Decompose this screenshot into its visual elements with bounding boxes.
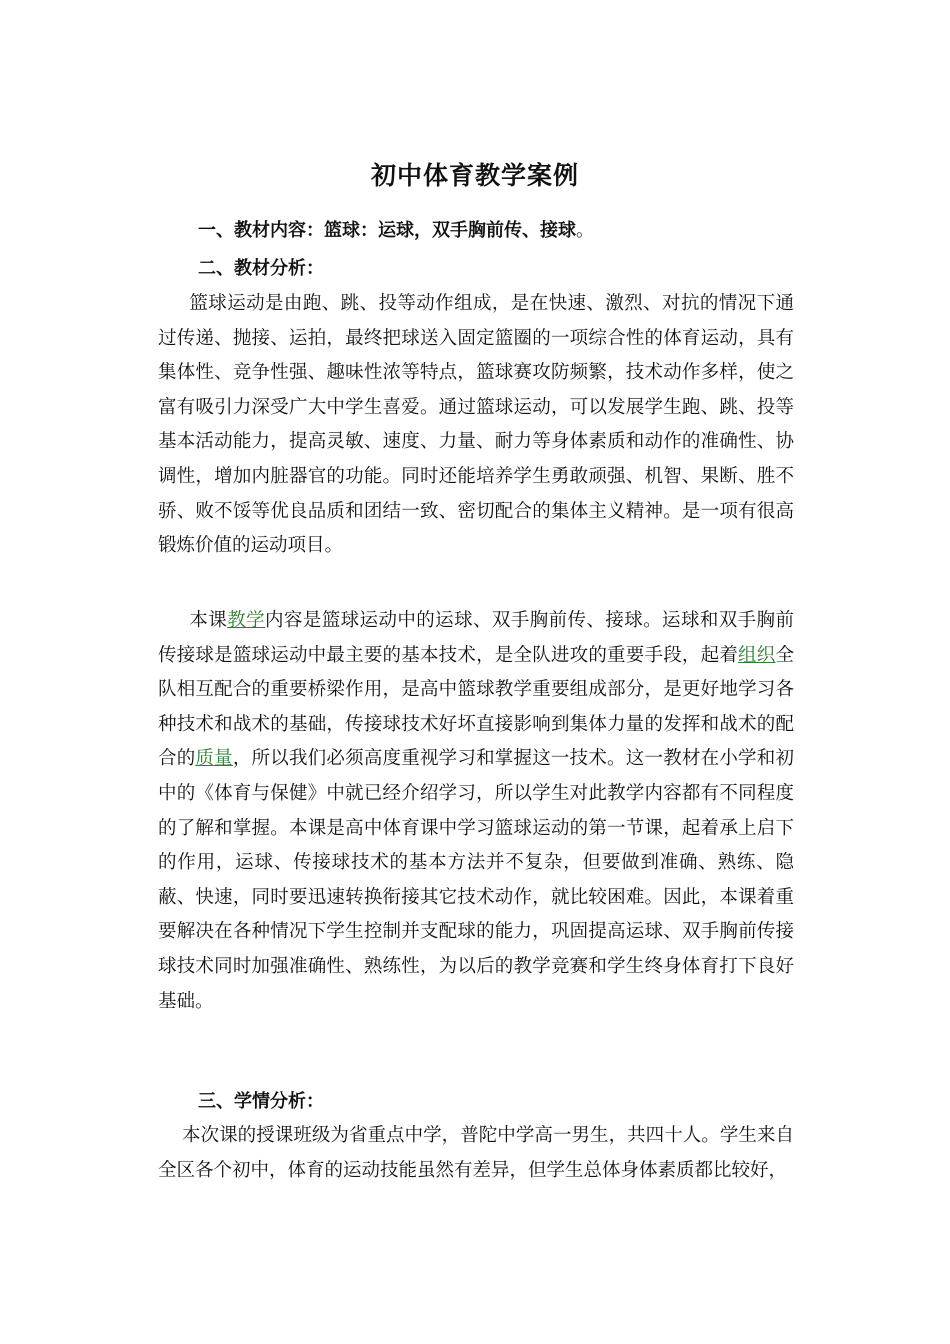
para2-text-1: 本课	[189, 610, 228, 631]
paragraph-student-analysis-text: 本次课的授课班级为省重点中学，普陀中学高一男生，共四十人。学生来自全区各个初中，体育的运动技能虽然有差异，但学生总体身体素质都比较好，	[158, 1125, 794, 1181]
link-organize[interactable]: 组织	[738, 644, 776, 666]
section-heading-analysis: 二、教材分析：	[198, 258, 324, 279]
para2-text-2: 内容是篮球运动中的运球、双手胸前传、接球。运球和双手胸前传接球是篮球运动中最主要的基本技术，是全队进攻的重要手段，起着	[158, 610, 794, 666]
paragraph-student-analysis	[158, 1119, 794, 1188]
paragraph-material-analysis	[158, 287, 794, 564]
page-title: 初中体育教学案例	[370, 161, 579, 190]
section-heading-content-text: 一、教材内容：篮球：运球，双手胸前传、接球	[198, 220, 576, 241]
link-teaching[interactable]: 教学	[227, 610, 266, 631]
link-quality[interactable]: 质量	[195, 748, 233, 770]
para2-text-3: 全队相互配合的重要桥梁作用，是高中篮球教学重要组成部分，是更好地学习各种技术和战术的基础，传接球技术好坏直接影响到集体力量的发挥和战术的配合的	[158, 644, 794, 770]
para2-text-4: ，所以我们必须高度重视学习和掌握这一技术。这一教材在小学和初中的《体育与保健》中就已经介绍学习，所以学生对此教学内容都有不同程度的了解和掌握。本课是高中体育课中学习篮球运动的第一节课，起着承上启下的作用，运球、传接球技术的基本方法并不复杂，但要做到准确、熟练、隐蔽、快速，同时要迅速转换衔接其它技术动作，就比较困难。因此，本课着重要解决在各种情况下学生控制并支配球的能力，巩固提高运球、双手胸前传接球技术同时加强准确性、熟练性，为以后的教学竞赛和学生终身体育打下良好基础。	[158, 748, 794, 1012]
paragraph-material-analysis-text: 篮球运动是由跑、跳、投等动作组成，是在快速、激烈、对抗的情况下通过传递、抛接、运拍，最终把球送入固定篮圈的一项综合性的体育运动，具有集体性、竞争性强、趣味性浓等特点，篮球赛攻防频繁，技术动作多样，使之富有吸引力深受广大中学生喜爱。通过篮球运动，可以发展学生跑、跳、投等基本活动能力，提高灵敏、速度、力量、耐力等身体素质和动作的准确性、协调性，增加内脏器官的功能。同时还能培养学生勇敢顽强、机智、果断、胜不骄、败不馁等优良品质和团结一致、密切配合的集体主义精神。是一项有很高锻炼价值的运动项目。	[158, 293, 794, 557]
paragraph-lesson-content	[158, 604, 794, 1019]
section-heading-content	[198, 216, 594, 242]
section-heading-content-end: 。	[576, 220, 594, 241]
section-heading-student-analysis: 三、学情分析：	[198, 1091, 324, 1112]
